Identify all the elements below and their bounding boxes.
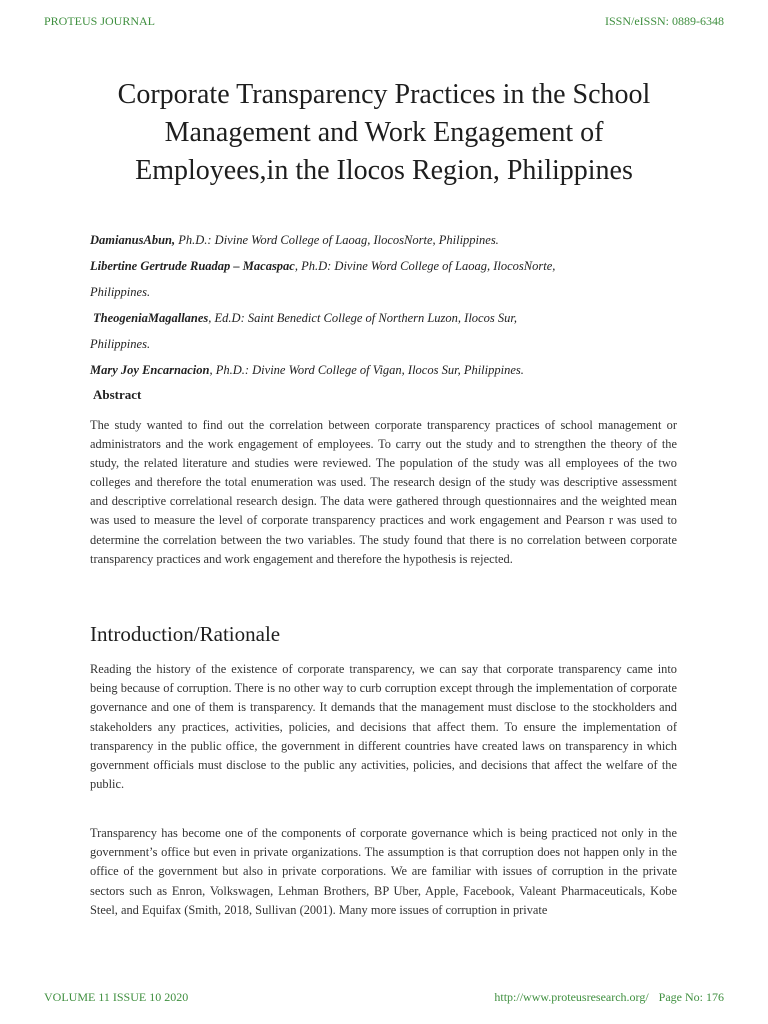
issn-label: ISSN/eISSN: 0889-6348 <box>604 14 724 28</box>
section-heading: Introduction/Rationale <box>90 622 281 646</box>
author-entry <box>90 357 678 383</box>
journal-url-link[interactable]: http://www.proteusresearch.org/ <box>494 990 649 1004</box>
body-paragraph: Transparency has become one of the components of corporate governance which is being practiced not only in the government’s office but even in private organizations. The assumption is that corruption does not happen only in the office of the government but also in private corporations. We are familiar with issues of corruption in the private sectors such as Enron, Volkswagen, Lehman Brothers, BP Uber, Apple, Facebook, Valeant Pharmaceuticals, Kobe Steel, and Equifax (Smith, 2018, Sullivan (2001). Many more issues of corruption in private <box>90 826 677 917</box>
author-affiliation-continued: Philippines. <box>90 285 151 299</box>
title-line: Corporate Transparency Practices in the School <box>117 79 651 110</box>
page-number: Page No: 176 <box>658 990 724 1004</box>
author-entry <box>90 253 678 279</box>
body-paragraph: Reading the history of the existence of corporate transparency, we can say that corporate transparency came into being because of corruption. There is no other way to curb corruption except through the implementation of corporate governance and one of them is transparency. It demands that the management must disclose to the stockholders and stakeholders any practices, activities, policies, and decisions that affect them. To ensure the implementation of transparency in the public office, the government in different countries have created laws on transparency in which government officials must disclose to the public any activities, policies, and decisions that affect the welfare of the public. <box>90 662 677 792</box>
page-header <box>44 14 724 32</box>
footer-right <box>494 990 724 1005</box>
author-name: TheogeniaMagallanes <box>93 311 209 325</box>
author-affiliation: Ph.D.: Divine Word College of Laoag, IlocosNorte, Philippines. <box>175 233 499 247</box>
author-name: Libertine Gertrude Ruadap – Macaspac <box>90 259 295 273</box>
abstract-heading: Abstract <box>93 387 142 402</box>
title-line: Employees,in the Ilocos Region, Philippines <box>135 155 633 186</box>
title-line: Management and Work Engagement of <box>164 117 604 148</box>
page-footer <box>44 990 724 1008</box>
author-entry <box>90 305 678 331</box>
author-affiliation-continued: Philippines. <box>90 337 151 351</box>
paper-title <box>60 76 708 190</box>
author-name: DamianusAbun, <box>90 233 176 247</box>
journal-name: PROTEUS JOURNAL <box>44 14 156 28</box>
author-list <box>90 227 678 383</box>
author-affiliation: , Ph.D: Divine Word College of Laoag, IlocosNorte, <box>294 259 556 273</box>
author-affiliation: , Ph.D.: Divine Word College of Vigan, Ilocos Sur, Philippines. <box>209 363 524 377</box>
volume-issue: VOLUME 11 ISSUE 10 2020 <box>44 990 189 1004</box>
abstract-text: The study wanted to find out the correlation between corporate transparency practices of school management or administrators and the work engagement of employees. To carry out the study and to strengthen the theory of the study, the related literature and studies were reviewed. The population of the study was all employees of the two colleges and therefore the total enumeration was used. The research design of the study was descriptive assessment and descriptive correlational research design. The data were gathered through questionnaires and the weighted mean was used to measure the level of corporate transparency practices and work engagement and Pearson r was used to determine the correlation between the two variables. The study found that there is no correlation between corporate transparency practices and work engagement and therefore the hypothesis is rejected. <box>90 418 677 566</box>
author-entry <box>90 227 678 253</box>
author-name: Mary Joy Encarnacion <box>90 363 210 377</box>
author-affiliation: , Ed.D: Saint Benedict College of Northern Luzon, Ilocos Sur, <box>208 311 517 325</box>
